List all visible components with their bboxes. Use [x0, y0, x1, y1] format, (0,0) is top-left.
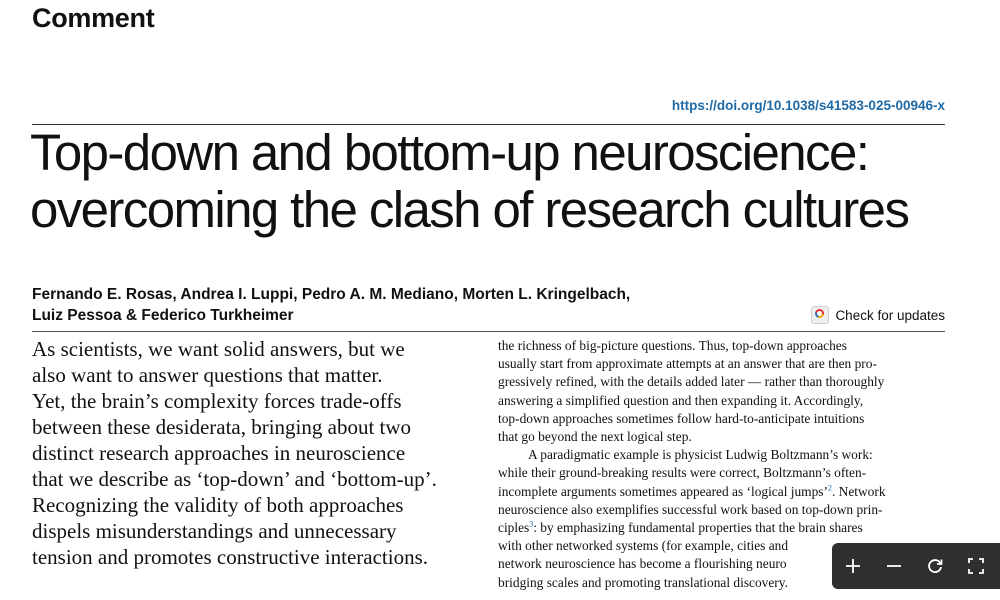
- body-line: while their ground-breaking results were correct, Boltzmann’s often-: [498, 465, 867, 481]
- body-line: that go beyond the next logical step.: [498, 429, 692, 445]
- body-line: with other networked systems (for example, cities and: [498, 538, 789, 554]
- check-for-updates-label: Check for updates: [835, 307, 945, 323]
- body-line: [498, 483, 948, 501]
- body-fragment: incomplete arguments sometimes appeared as ‘logical jumps’: [498, 483, 828, 499]
- viewer-toolbar: [832, 543, 1000, 589]
- body-fragment: : by emphasizing fundamental properties that the brain shares: [533, 520, 863, 536]
- author-line: Luiz Pessoa & Federico Turkheimer: [32, 307, 294, 324]
- plus-icon: [843, 556, 863, 576]
- body-line: the richness of big-picture questions. Thus, top-down approaches: [498, 338, 847, 353]
- reference-2[interactable]: 2: [827, 483, 832, 493]
- standfirst-line: that we describe as ‘top-down’ and ‘bottom-up’.: [32, 467, 437, 491]
- title-line: Top-down and bottom-up neuroscience:: [30, 124, 869, 181]
- standfirst-line: As scientists, we want solid answers, but we: [32, 337, 405, 361]
- standfirst-line: Recognizing the validity of both approaches: [32, 493, 404, 517]
- body-line: A paradigmatic example is physicist Ludwig Boltzmann’s work:: [528, 447, 873, 463]
- refresh-icon: [925, 556, 945, 576]
- body-fragment: . Network: [831, 483, 886, 499]
- standfirst: [32, 336, 482, 570]
- standfirst-line: between these desiderata, bringing about two: [32, 415, 412, 439]
- zoom-out-button[interactable]: [879, 551, 909, 581]
- body-fragment: ciples: [498, 520, 530, 536]
- section-label: Comment: [32, 3, 155, 33]
- reference-3[interactable]: 3: [529, 519, 534, 529]
- body-line: neuroscience also exemplifies successful work based on top-down prin-: [498, 501, 883, 517]
- zoom-in-button[interactable]: [838, 551, 868, 581]
- title-line: overcoming the clash of research cultures: [30, 181, 909, 238]
- reset-zoom-button[interactable]: [920, 551, 950, 581]
- fullscreen-button[interactable]: [961, 551, 991, 581]
- author-line: Fernando E. Rosas, Andrea I. Luppi, Pedro A. M. Mediano, Morten L. Kringelbach,: [32, 286, 631, 303]
- abstract-divider: [32, 331, 945, 332]
- check-for-updates-button[interactable]: [811, 306, 945, 324]
- crossmark-icon: [811, 306, 829, 324]
- fullscreen-icon: [966, 556, 986, 576]
- doi-link[interactable]: https://doi.org/10.1038/s41583-025-00946-x: [671, 98, 945, 113]
- standfirst-line: distinct research approaches in neuroscience: [32, 441, 406, 465]
- minus-icon: [884, 556, 904, 576]
- standfirst-line: dispels misunderstandings and unnecessary: [32, 519, 397, 543]
- body-line: gressively refined, with the details added later — rather than thoroughly: [498, 374, 885, 390]
- article-title: [30, 124, 990, 238]
- author-list: [32, 284, 630, 326]
- standfirst-line: Yet, the brain’s complexity forces trade-offs: [32, 389, 402, 413]
- body-line: network neuroscience has become a flourishing neuro: [498, 556, 787, 572]
- body-line: usually start from approximate attempts at an answer that are then pro-: [498, 356, 877, 372]
- standfirst-line: tension and promotes constructive interactions.: [32, 545, 428, 569]
- body-line: bridging scales and promoting translational discovery.: [498, 574, 788, 590]
- standfirst-line: also want to answer questions that matter.: [32, 363, 383, 387]
- body-line: [498, 519, 948, 537]
- body-line: top-down approaches sometimes follow hard-to-anticipate intuitions: [498, 410, 865, 426]
- body-line: answering a simplified question and then expanding it. Accordingly,: [498, 392, 864, 408]
